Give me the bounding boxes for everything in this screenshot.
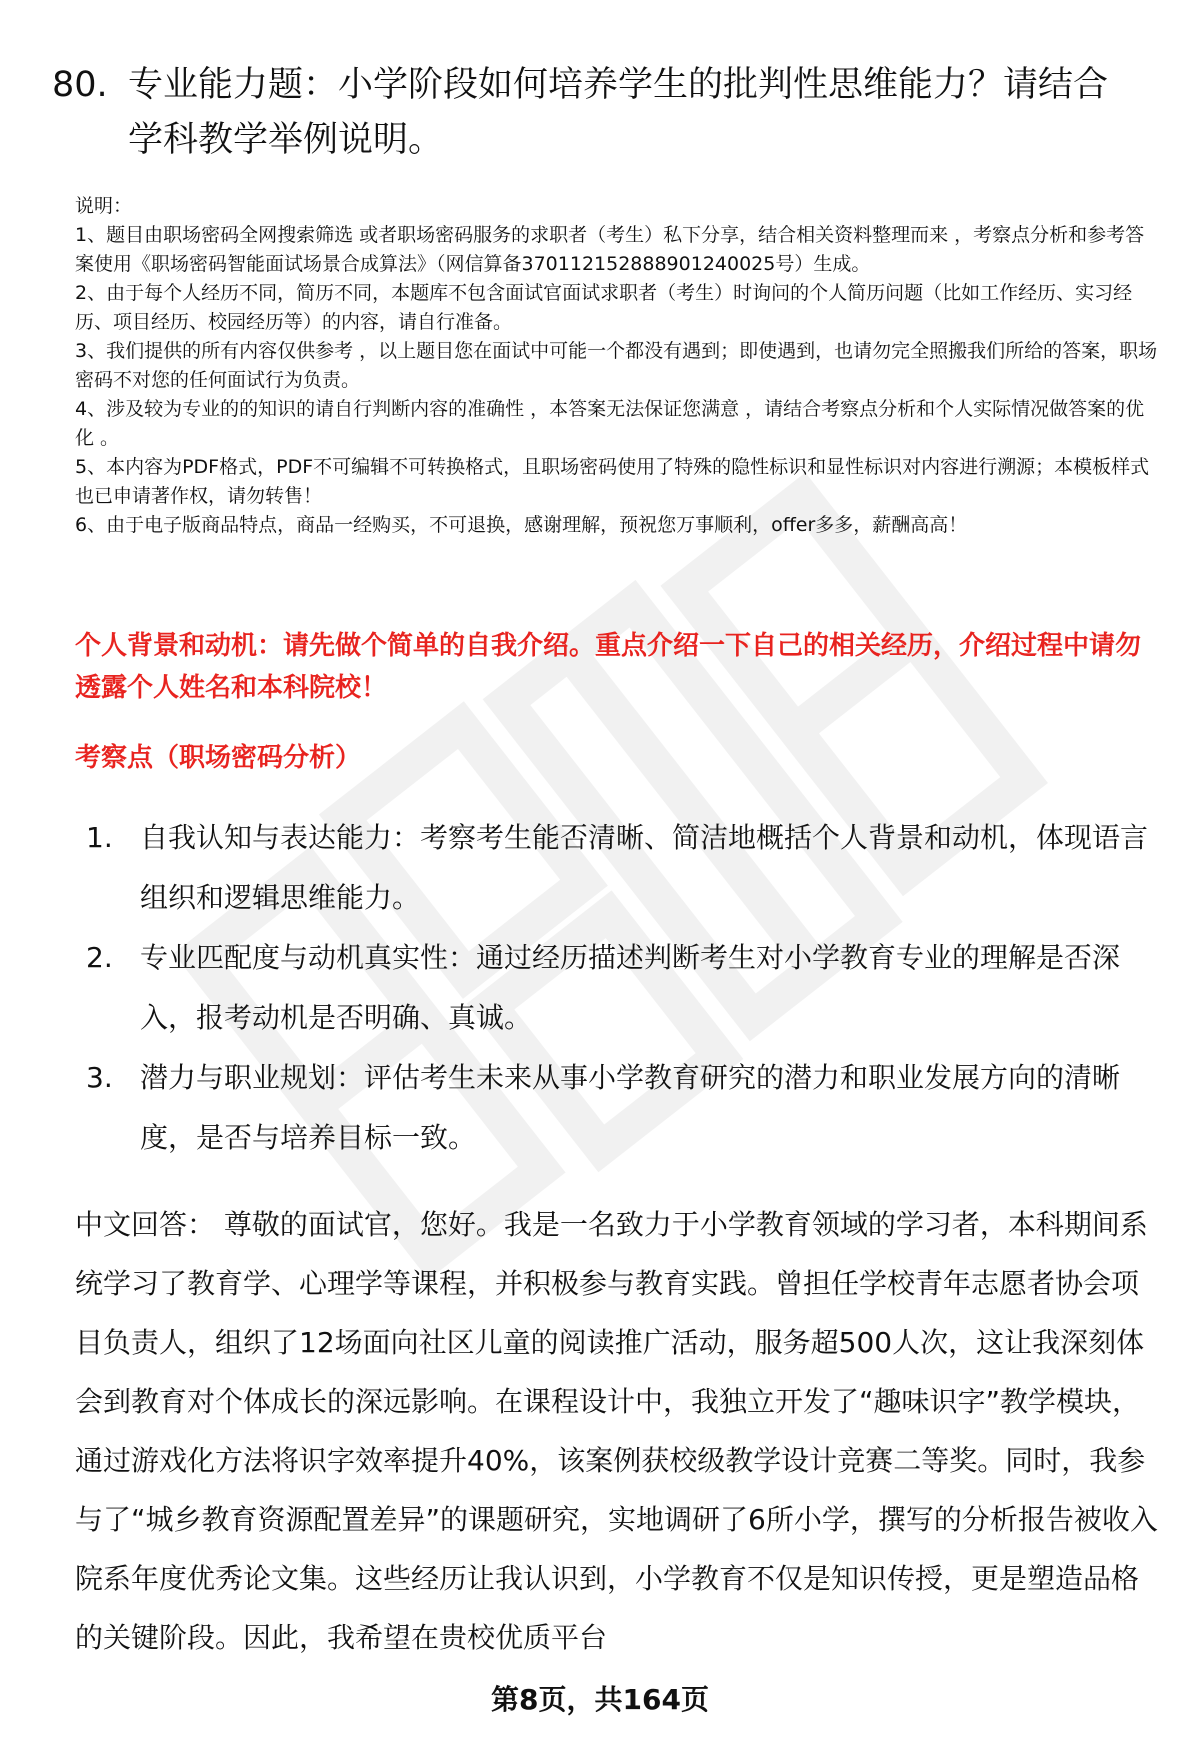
list-item: [75, 808, 1155, 928]
analysis-points: [75, 808, 1155, 1168]
background-question: 个人背景和动机：请先做个简单的自我介绍。重点介绍一下自己的相关经历，介绍过程中请勿透露个人姓名和本科院校！: [75, 631, 1142, 703]
notes-title: 说明：: [75, 195, 133, 217]
disclaimer-notes: [75, 192, 1160, 540]
point-text: 专业匹配度与动机真实性：通过经历描述判断考生对小学教育专业的理解是否深入，报考动机是否明确、真诚。: [140, 941, 1121, 1034]
note-item-6: 6、由于电子版商品特点，商品一经购买，不可退换，感谢理解，预祝您万事顺利，offer多多，薪酬高高！: [75, 514, 968, 536]
point-text: 自我认知与表达能力：考察考生能否清晰、简洁地概括个人背景和动机，体现语言组织和逻辑思维能力。: [140, 821, 1149, 914]
point-number: 3.: [86, 1061, 113, 1094]
question-text: 专业能力题：小学阶段如何培养学生的批判性思维能力？请结合学科教学举例说明。: [128, 65, 1109, 160]
note-item-4: 4、涉及较为专业的的知识的请自行判断内容的准确性 ，本答案无法保证您满意 ，请结合考察点分析和个人实际情况做答案的优化 。: [75, 398, 1145, 449]
note-item-5: 5、本内容为PDF格式，PDF不可编辑不可转换格式，且职场密码使用了特殊的隐性标识和显性标识对内容进行溯源；本模板样式也已申请著作权，请勿转售！: [75, 456, 1150, 507]
point-number: 2.: [86, 941, 113, 974]
list-item: [75, 1048, 1155, 1168]
point-text: 潜力与职业规划：评估考生未来从事小学教育研究的潜力和职业发展方向的清晰度，是否与培养目标一致。: [140, 1061, 1121, 1154]
question-number: 80.: [52, 65, 108, 105]
question-heading: [52, 58, 1152, 168]
list-item: [75, 928, 1155, 1048]
note-item-2: 2、由于每个人经历不同，简历不同，本题库不包含面试官面试求职者（考生）时询问的个人简历问题（比如工作经历、实习经历、项目经历、校园经历等）的内容，请自行准备。: [75, 282, 1133, 333]
page-number: 第8页，共164页: [491, 1683, 709, 1716]
analysis-title: 考察点（职场密码分析）: [75, 743, 362, 773]
note-item-3: 3、我们提供的所有内容仅供参考 ，以上题目您在面试中可能一个都没有遇到；即使遇到，也请勿完全照搬我们所给的答案，职场密码不对您的任何面试行为负责。: [75, 340, 1158, 391]
point-number: 1.: [86, 821, 113, 854]
answer-text: 中文回答： 尊敬的面试官，您好。我是一名致力于小学教育领域的学习者，本科期间系统学习了教育学、心理学等课程，并积极参与教育实践。曾担任学校青年志愿者协会项目负责人，组织了12场面向社区儿童的阅读推广活动，服务超500人次，这让我深刻体会到教育对个体成长的深远影响。在课程设计中，我独立开发了“趣味识字”教学模块，通过游戏化方法将识字效率提升40%，该案例获校级教学设计竞赛二等奖。同时，我参与了“城乡教育资源配置差异”的课题研究，实地调研了6所小学，撰写的分析报告被收入院系年度优秀论文集。这些经历让我认识到，小学教育不仅是知识传授，更是塑造品格的关键阶段。因此，我希望在贵校优质平台: [75, 1208, 1158, 1654]
note-item-1: 1、题目由职场密码全网搜索筛选 或者职场密码服务的求职者（考生）私下分享，结合相关资料整理而来 ，考察点分析和参考答案使用《职场密码智能面试场景合成算法》（网信算备370112152888901240025号）生成。: [75, 224, 1145, 275]
